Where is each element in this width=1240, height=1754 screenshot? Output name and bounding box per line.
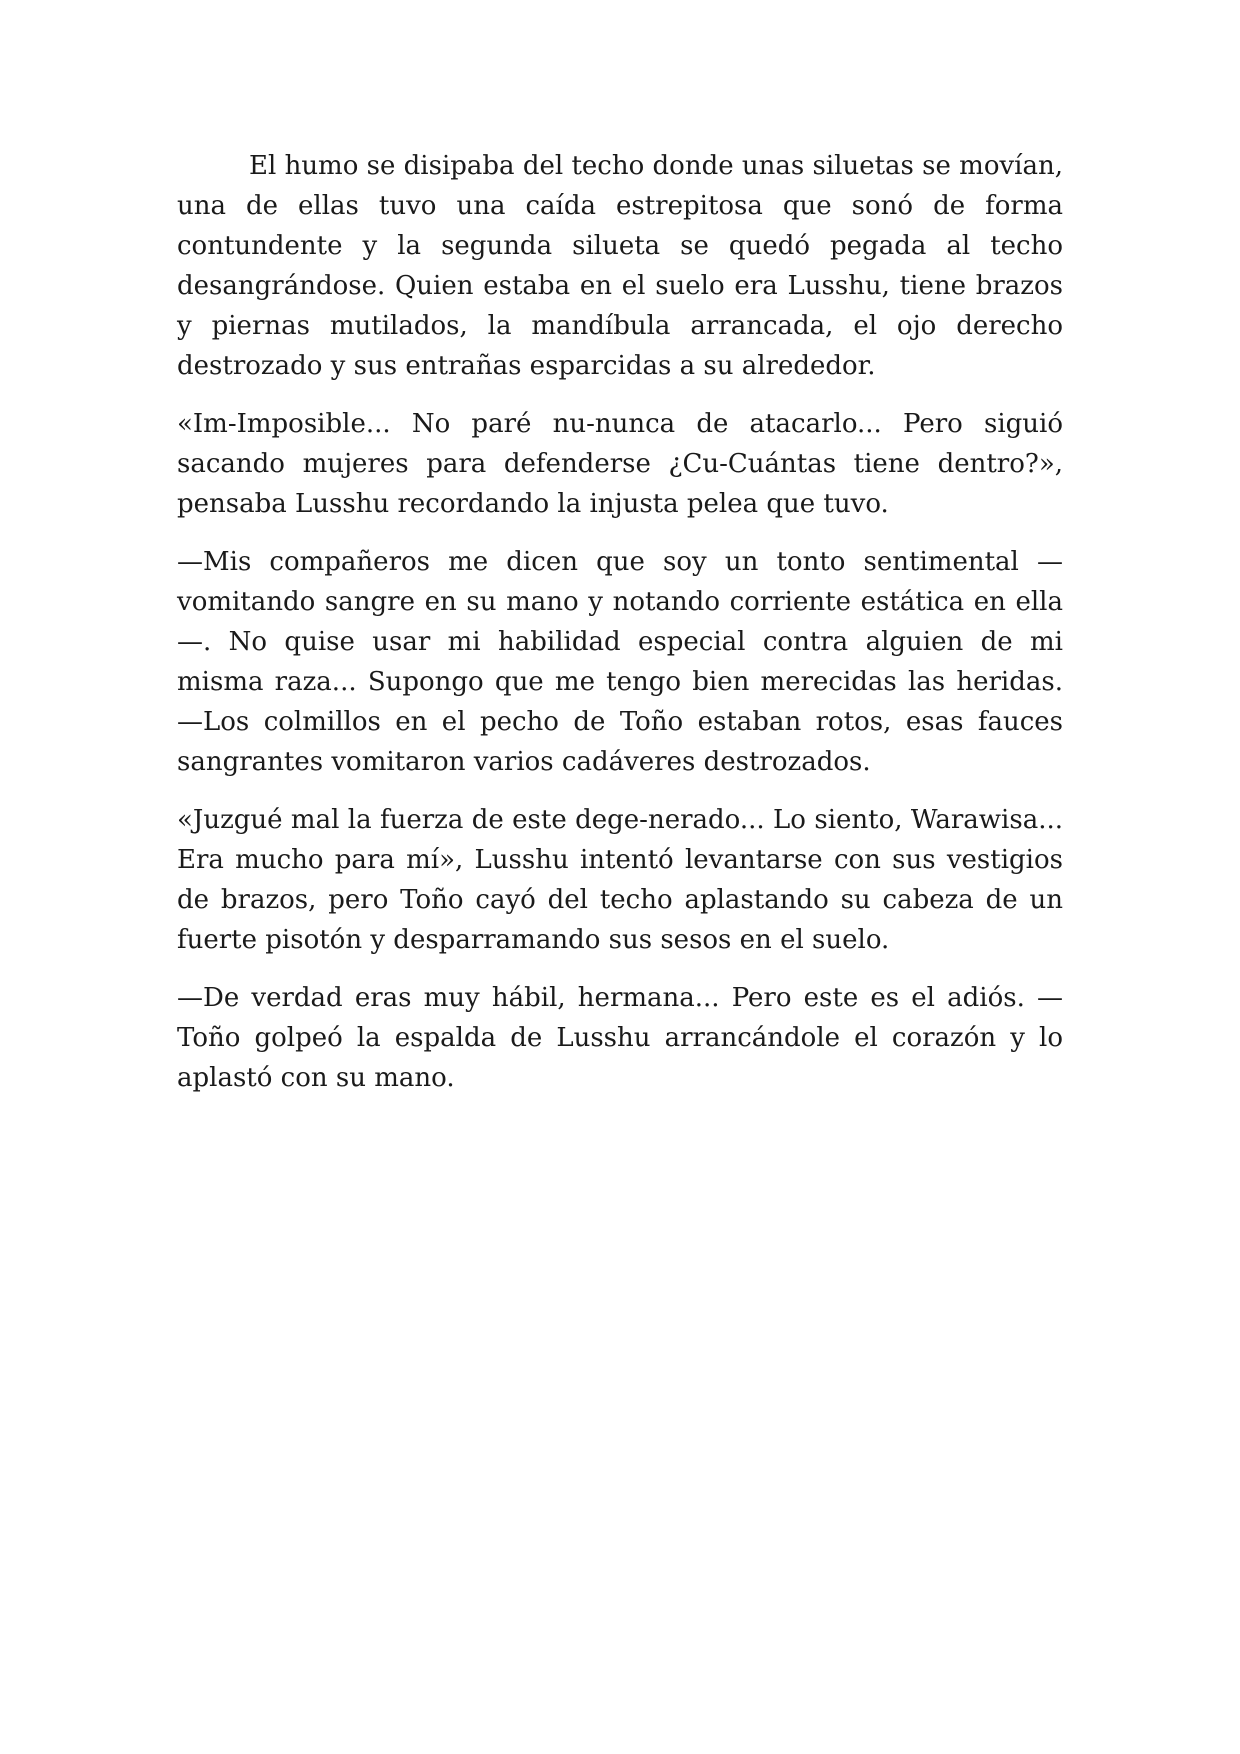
body-text xyxy=(177,146,1063,1098)
paragraph-3: —Mis compañeros me dicen que soy un tonto sentimental —vomitando sangre en su mano y notando corriente estática en ella—. No quise usar mi habilidad especial contra alguien de mi misma raza... Supongo que me tengo bien merecidas las heridas. —Los colmillos en el pecho de Toño estaban rotos, esas fauces sangrantes vomitaron varios cadáveres destrozados. xyxy=(177,547,1063,777)
paragraph-2: «Im-Imposible... No paré nu-nunca de atacarlo... Pero siguió sacando mujeres para defenderse ¿Cu-Cuántas tiene dentro?», pensaba Lusshu recordando la injusta pelea que tuvo. xyxy=(177,409,1063,519)
paragraph-4: «Juzgué mal la fuerza de este dege-nerado... Lo siento, Warawisa... Era mucho para mí», Lusshu intentó levantarse con sus vestigios de brazos, pero Toño cayó del techo aplastando su cabeza de un fuerte pisotón y desparramando sus sesos en el suelo. xyxy=(177,805,1063,955)
paragraph-1: El humo se disipaba del techo donde unas siluetas se movían, una de ellas tuvo una caída estrepitosa que sonó de forma contundente y la segunda silueta se quedó pegada al techo desangrándose. Quien estaba en el suelo era Lusshu, tiene brazos y piernas mutilados, la mandíbula arrancada, el ojo derecho destrozado y sus entrañas esparcidas a su alrededor. xyxy=(177,151,1063,381)
paragraph-5: —De verdad eras muy hábil, hermana... Pero este es el adiós. —Toño golpeó la espalda de Lusshu arrancándole el corazón y lo aplastó con su mano. xyxy=(177,983,1063,1093)
